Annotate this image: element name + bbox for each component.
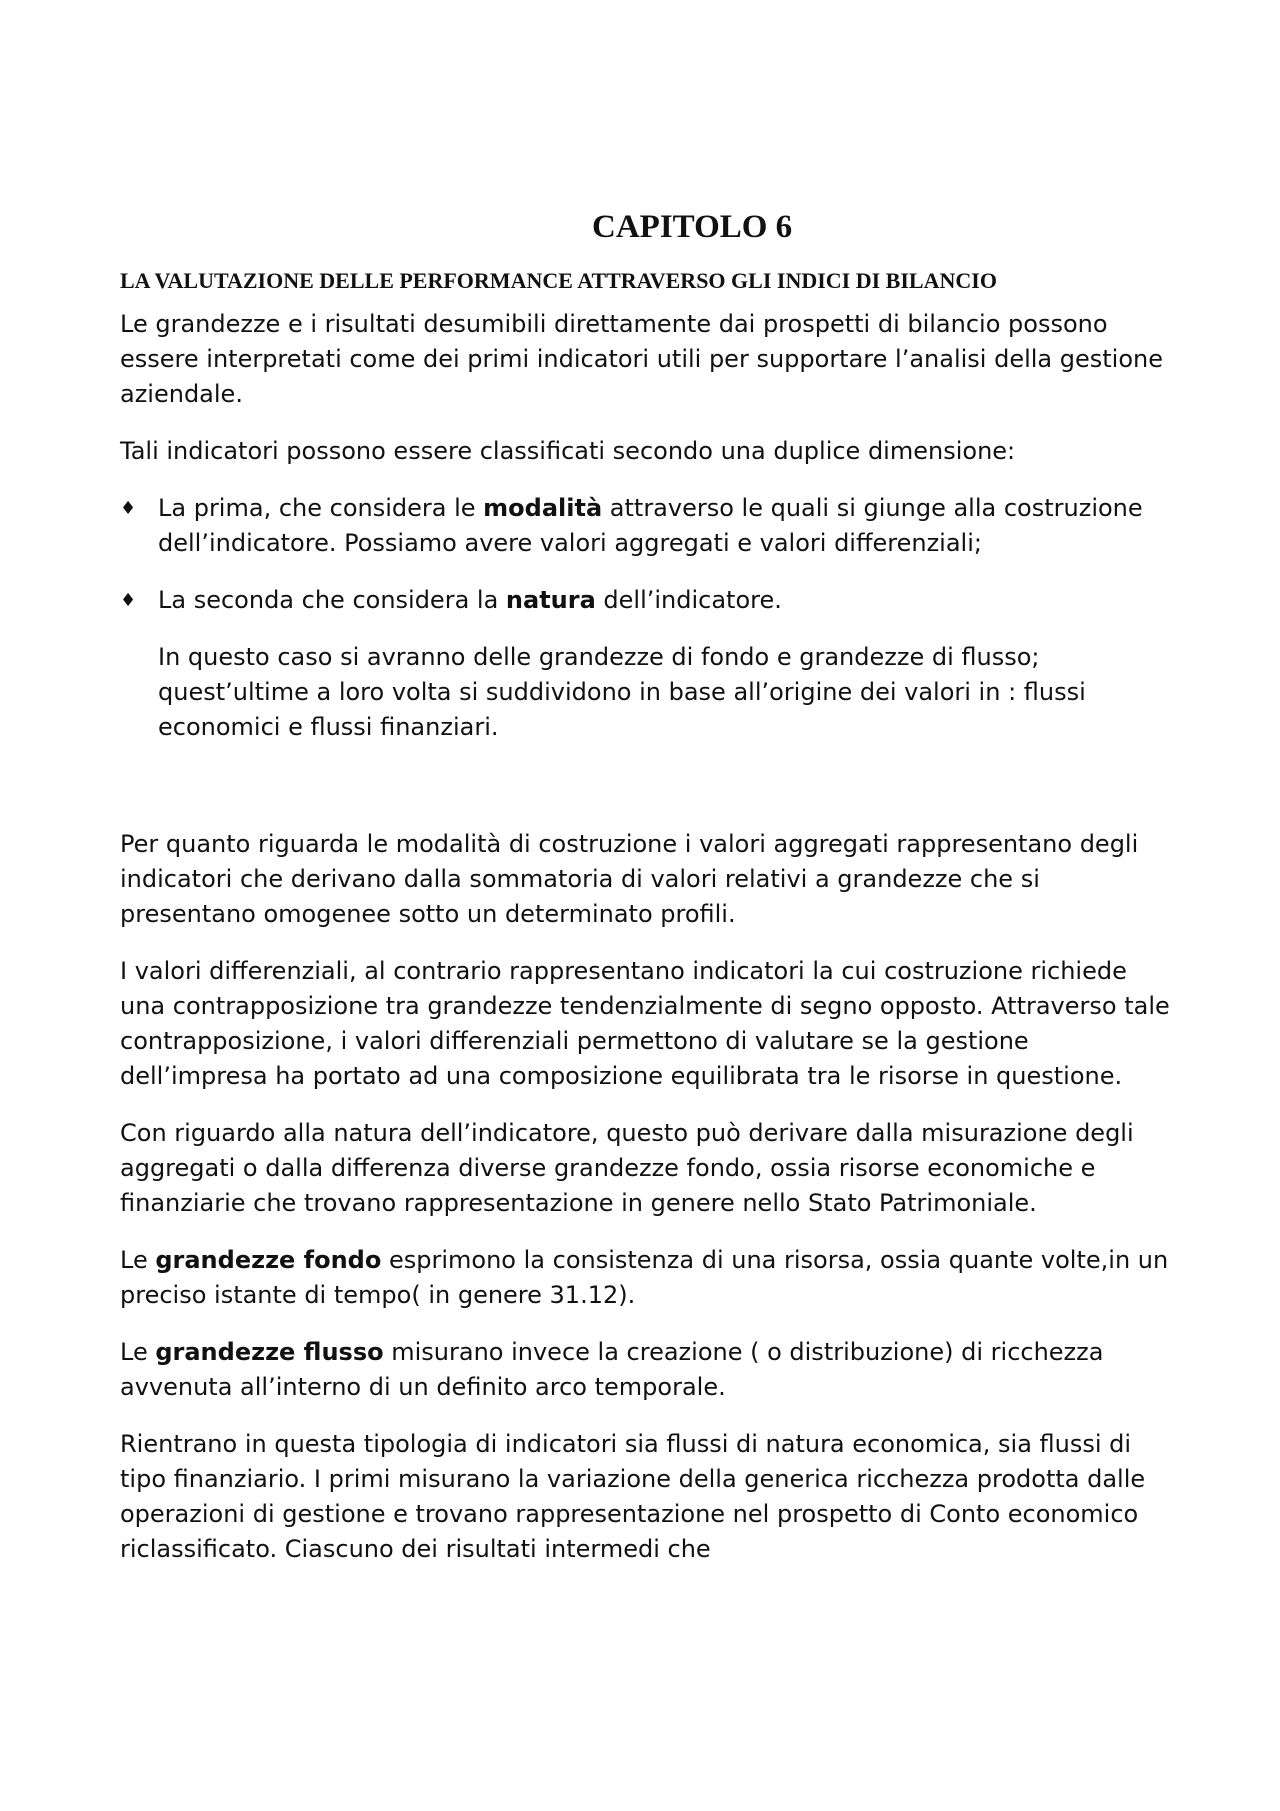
body-paragraph: Rientrano in questa tipologia di indicatori sia flussi di natura economica, sia flussi di tipo finanziario. I primi misurano la variazione della generica ricchezza prodotta dalle operazioni di gestione e trovano rappresentazione nel prospetto di Conto economico riclassificato. Ciascuno dei risultati intermedi che: [120, 1430, 1146, 1563]
section-title: LA VALUTAZIONE DELLE PERFORMANCE ATTRAVERSO GLI INDICI DI BILANCIO: [120, 268, 997, 293]
fondo-before: Le: [120, 1246, 156, 1274]
classification-intro: Tali indicatori possono essere classificati secondo una duplice dimensione:: [120, 437, 1016, 465]
flusso-term: grandezze flusso: [155, 1338, 384, 1366]
fondo-term: grandezze fondo: [155, 1246, 382, 1274]
body-paragraph: Con riguardo alla natura dell’indicatore, questo può derivare dalla misurazione degli aggregati o dalla differenza diverse grandezze fondo, ossia risorse economiche e finanziarie che trovano rappresentazione in genere nello Stato Patrimoniale.: [120, 1119, 1134, 1217]
classification-list: [120, 491, 1170, 618]
body-paragraph: Per quanto riguarda le modalità di costruzione i valori aggregati rappresentano degli indicatori che derivano dalla sommatoria di valori relativi a grandezze che si presentano omogenee sotto un determinato profili.: [120, 830, 1139, 928]
bullet-bold-term: natura: [505, 586, 596, 614]
bullet-continuation: In questo caso si avranno delle grandezze di fondo e grandezze di flusso; quest’ultime a loro volta si suddividono in base all’origine dei valori in : flussi economici e flussi finanziari.: [158, 643, 1086, 741]
fondo-after: esprimono la consistenza di una risorsa, ossia quante volte,in un preciso istante di tempo( in genere 31.12).: [120, 1246, 1169, 1309]
list-item: [120, 583, 1170, 618]
flusso-after: misurano invece la creazione ( o distribuzione) di ricchezza avvenuta all’interno di un definito arco temporale.: [120, 1338, 1104, 1401]
document-page: [120, 195, 1170, 1567]
flusso-paragraph: [120, 1335, 1170, 1405]
diamond-bullet-icon: ♦: [120, 590, 137, 611]
chapter-title: CAPITOLO 6: [592, 209, 793, 245]
bullet-text-before: La prima, che considera le: [158, 494, 484, 522]
intro-paragraph: Le grandezze e i risultati desumibili direttamente dai prospetti di bilancio possono essere interpretati come dei primi indicatori utili per supportare l’analisi della gestione aziendale.: [120, 310, 1164, 408]
diamond-bullet-icon: ♦: [120, 498, 137, 519]
body-paragraph: I valori differenziali, al contrario rappresentano indicatori la cui costruzione richiede una contrapposizione tra grandezze tendenzialmente di segno opposto. Attraverso tale contrapposizione, i valori differenziali permettono di valutare se la gestione dell’impresa ha portato ad una composizione equilibrata tra le risorse in questione.: [120, 957, 1170, 1090]
bullet-text-after: attraverso le quali si giunge alla costruzione dell’indicatore. Possiamo avere valori aggregati e valori differenziali;: [158, 494, 1143, 557]
bullet-text-after: dell’indicatore.: [595, 586, 782, 614]
bullet-bold-term: modalità: [483, 494, 603, 522]
list-item: [120, 491, 1170, 561]
bullet-text-before: La seconda che considera la: [158, 586, 506, 614]
fondo-paragraph: [120, 1243, 1170, 1313]
flusso-before: Le: [120, 1338, 156, 1366]
